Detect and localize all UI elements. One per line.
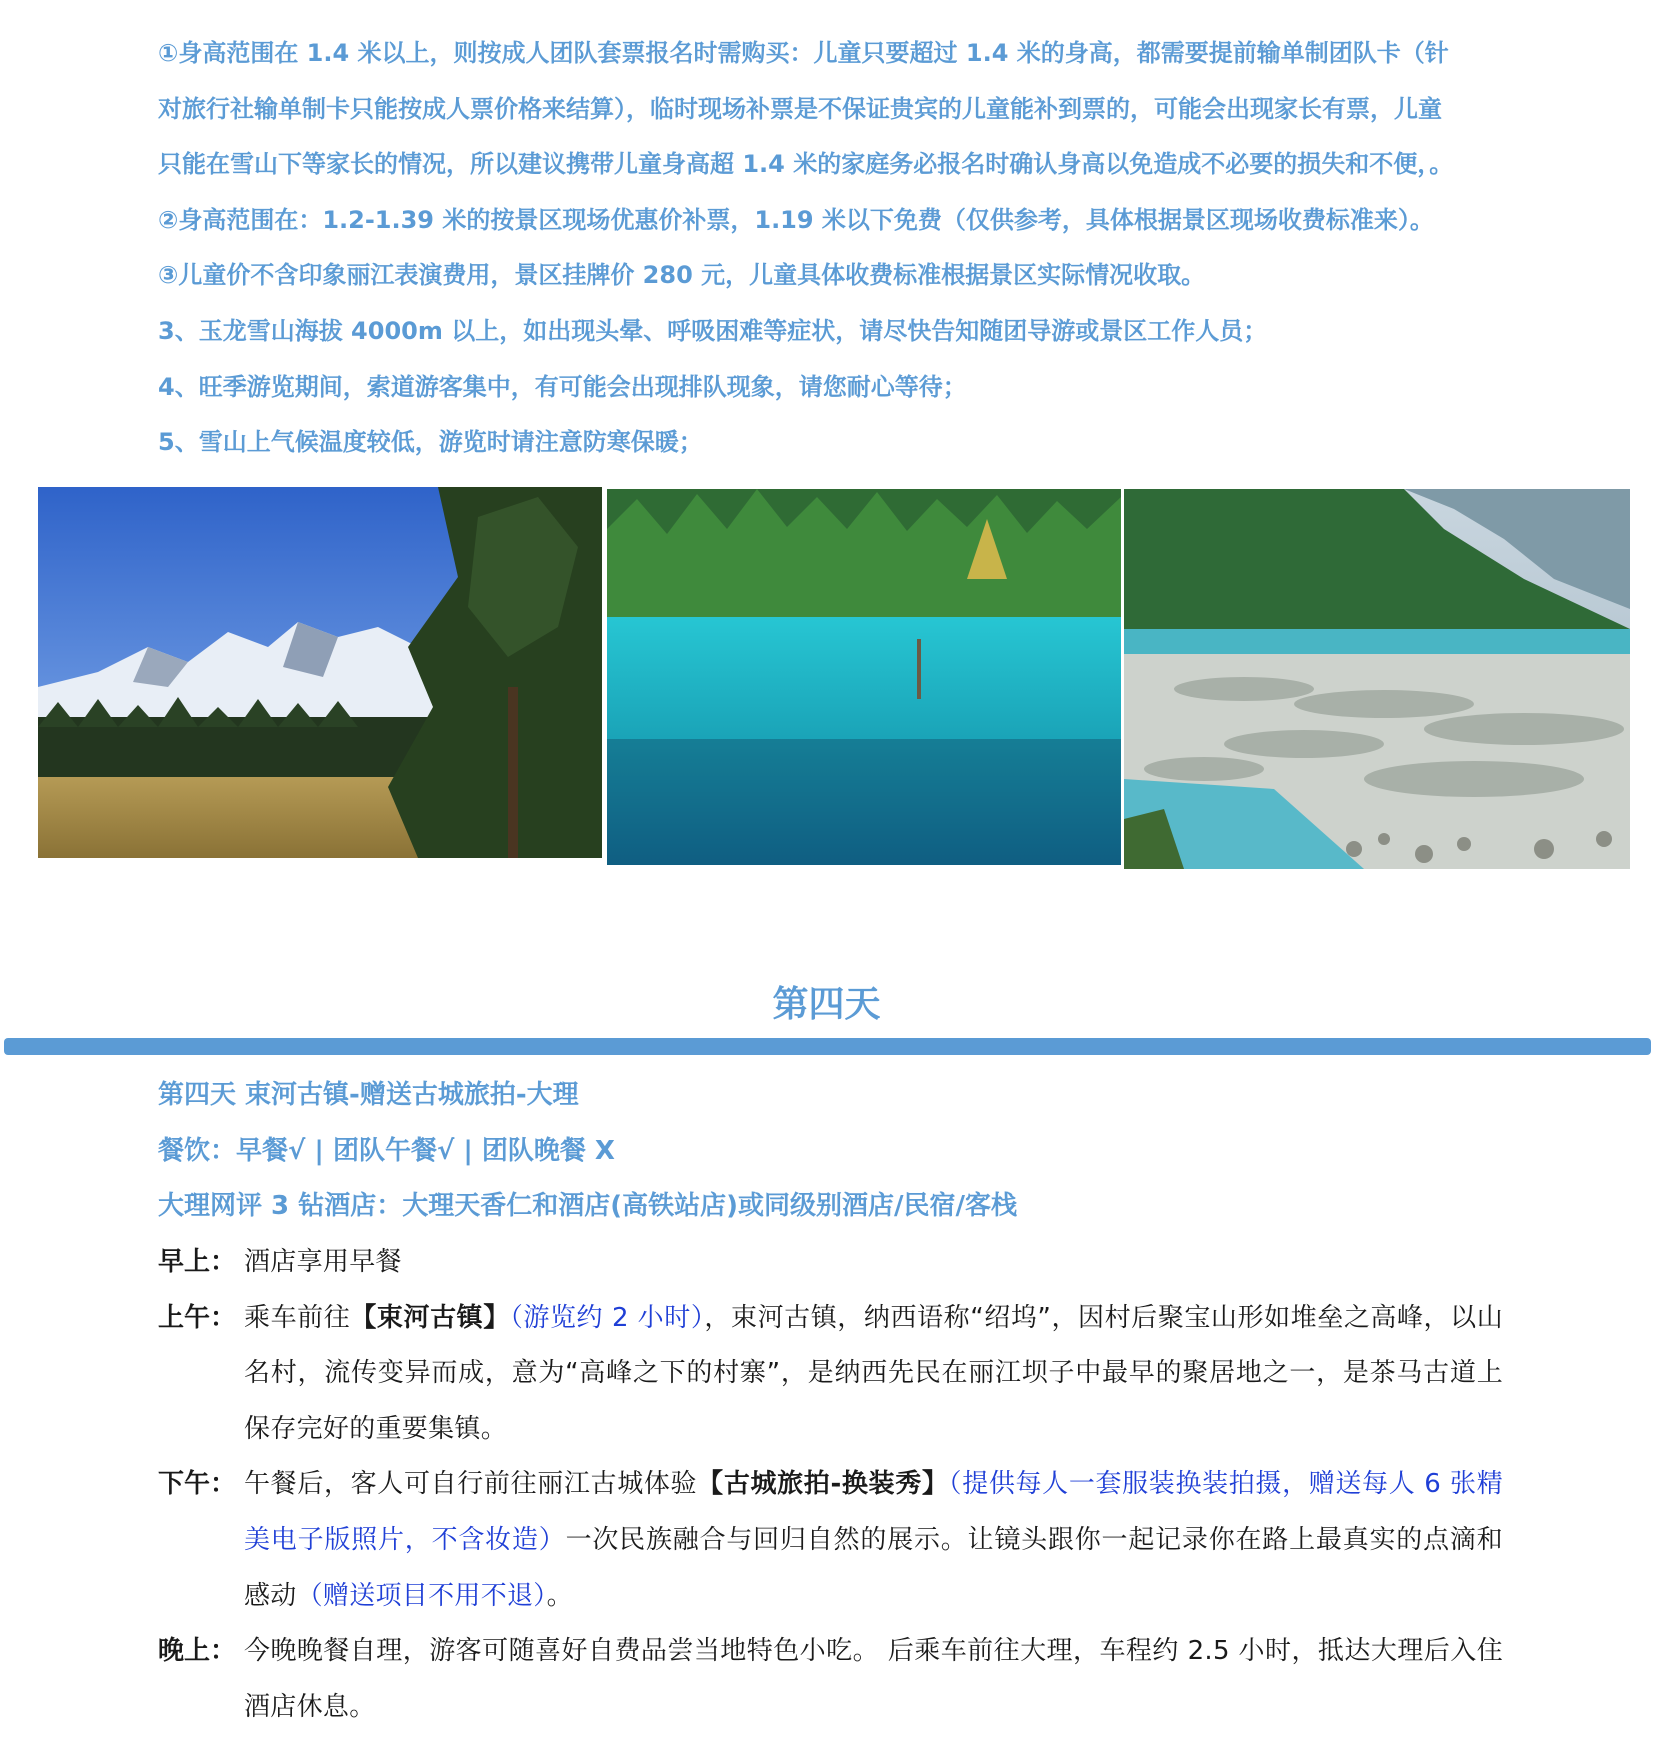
day-title: 第四天 xyxy=(772,984,881,1025)
day-info xyxy=(158,1068,1518,1235)
schedule-pm xyxy=(158,1457,1503,1624)
section-divider xyxy=(4,1038,1651,1055)
white-water-terrace-photo xyxy=(1124,489,1630,869)
pm-item: 【古城旅拍-换装秀】 xyxy=(697,1469,949,1500)
am-place: 【束河古镇】 xyxy=(350,1302,510,1333)
snow-mountain-photo xyxy=(38,487,602,858)
day-schedule xyxy=(158,1235,1503,1735)
pm-note2: （赠送项目不用不退） xyxy=(296,1580,547,1611)
note-line: 只能在雪山下等家长的情况，所以建议携带儿童身高超 1.4 米的家庭务必报名时确认身高以免造成不必要的损失和不便，。 xyxy=(158,150,1454,179)
schedule-am xyxy=(158,1291,1503,1458)
pm-note: （提供每人一套服装换装拍摄，赠送每人 6 张精美电子版照片，不含妆造） xyxy=(244,1469,1503,1555)
am-text: ，束河古镇，纳西语称“绍坞”，因村后聚宝山形如堆垒之高峰，以山名村，流传变异而成，意为“高峰之下的村寨”，是纳西先民在丽江坝子中最早的聚居地之一，是茶马古道上保存完好的重要集镇。 xyxy=(244,1302,1504,1444)
notes-section xyxy=(158,26,1518,471)
note-line: ③儿童价不含印象丽江表演费用，景区挂牌价 280 元，儿童具体收费标准根据景区实际情况收取。 xyxy=(158,261,1206,290)
pm-end: 。 xyxy=(546,1580,573,1611)
evening-label: 晚上： xyxy=(158,1636,237,1667)
note-line: 4、旺季游览期间，索道游客集中，有可能会出现排队现象，请您耐心等待； xyxy=(158,372,967,401)
note-line: 3、玉龙雪山海拔 4000m 以上，如出现头晕、呼吸困难等症状，请尽快告知随团导游或景区工作人员； xyxy=(158,316,1268,345)
am-prefix: 乘车前往 xyxy=(244,1302,351,1333)
schedule-evening xyxy=(158,1624,1503,1735)
photo-strip xyxy=(38,487,1630,869)
morning-label: 早上： xyxy=(158,1247,237,1277)
day-meals: 餐饮：早餐√ | 团队午餐√ | 团队晚餐 X xyxy=(158,1135,615,1166)
pm-label: 下午： xyxy=(158,1469,237,1500)
note-line: ②身高范围在：1.2-1.39 米的按景区现场优惠价补票，1.19 米以下免费（仅供参考，具体根据景区现场收费标准来）。 xyxy=(158,205,1434,234)
pm-prefix: 午餐后，客人可自行前往丽江古城体验 xyxy=(244,1469,698,1500)
blue-lake-photo xyxy=(607,489,1121,865)
am-duration: （游览约 2 小时） xyxy=(509,1302,705,1333)
am-content xyxy=(244,1291,1503,1458)
am-label: 上午： xyxy=(158,1302,237,1333)
day-hotel: 大理网评 3 钻酒店：大理天香仁和酒店(高铁站店)或同级别酒店/民宿/客栈 xyxy=(158,1191,1017,1222)
day-route: 第四天 束河古镇-赠送古城旅拍-大理 xyxy=(158,1080,579,1110)
pm-content xyxy=(244,1457,1503,1624)
note-line: 对旅行社输单制卡只能按成人票价格来结算），临时现场补票是不保证贵宾的儿童能补到票的，可能会出现家长有票，儿童 xyxy=(158,94,1442,123)
schedule-morning xyxy=(158,1235,1503,1291)
pm-text: 一次民族融合与回归自然的展示。让镜头跟你一起记录你在路上最真实的点滴和感动 xyxy=(244,1524,1503,1611)
note-line: 5、雪山上气候温度较低，游览时请注意防寒保暖； xyxy=(158,428,703,457)
note-line: ①身高范围在 1.4 米以上，则按成人团队套票报名时需购买：儿童只要超过 1.4 米的身高，都需要提前输单制团队卡（针 xyxy=(158,39,1449,67)
morning-text: 酒店享用早餐 xyxy=(244,1247,402,1277)
evening-text: 今晚晚餐自理，游客可随喜好自费品尝当地特色小吃。 后乘车前往大理，车程约 2.5 小时，抵达大理后入住酒店休息。 xyxy=(244,1636,1503,1722)
